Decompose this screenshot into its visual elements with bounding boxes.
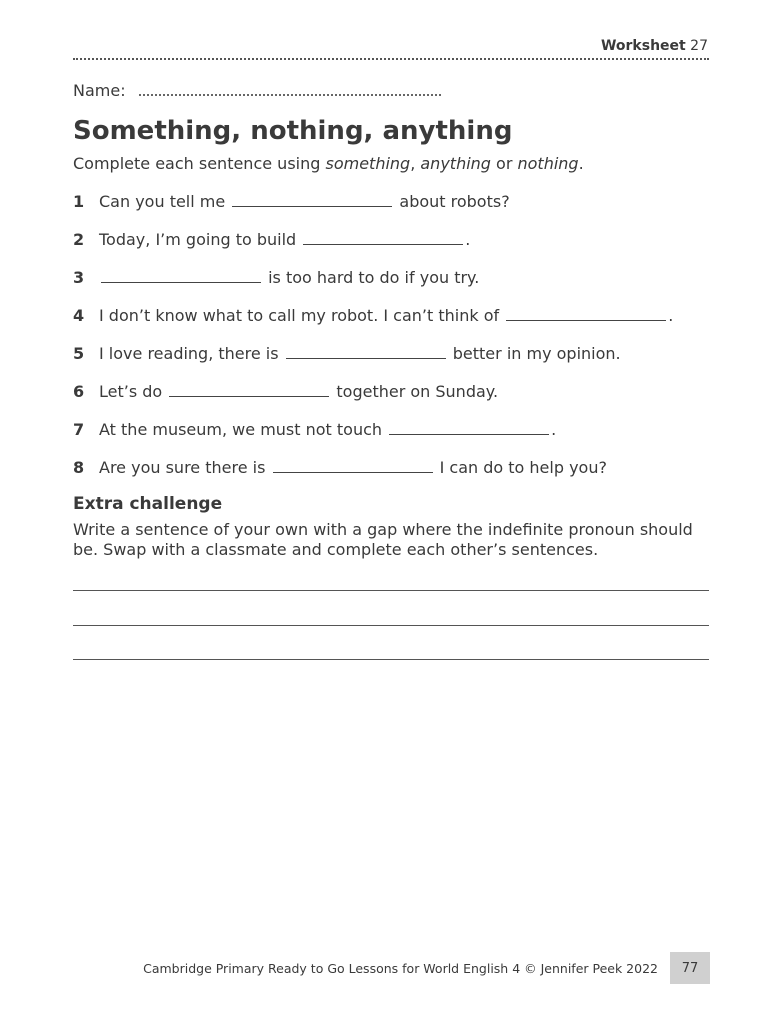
instructions-suffix: . (578, 154, 584, 173)
question-item (73, 380, 713, 418)
name-row (73, 80, 441, 100)
question-text-before: Let’s do (99, 382, 168, 401)
worksheet-number: 27 (690, 38, 708, 54)
instructions-word-nothing: nothing (517, 154, 579, 173)
instructions-prefix: Complete each sentence using (73, 154, 326, 173)
answer-blank[interactable] (273, 456, 433, 473)
question-text-after: about robots? (394, 192, 510, 211)
writing-line[interactable] (73, 590, 709, 591)
question-text-before: At the museum, we must not touch (99, 420, 388, 439)
question-text-before: I love reading, there is (99, 344, 284, 363)
answer-blank[interactable] (169, 380, 329, 397)
question-text-after: is too hard to do if you try. (263, 268, 480, 287)
answer-blank[interactable] (506, 304, 666, 321)
question-item (73, 418, 713, 456)
instructions-sep-2: or (490, 154, 518, 173)
instructions-word-anything: anything (420, 154, 491, 173)
page-number-box (670, 952, 710, 984)
question-item (73, 266, 713, 304)
answer-blank[interactable] (303, 228, 463, 245)
instructions (73, 154, 584, 173)
question-text-before: Are you sure there is (99, 458, 271, 477)
writing-line[interactable] (73, 659, 709, 660)
question-text-after: . (551, 420, 557, 439)
question-number: 2 (73, 230, 85, 249)
question-text-after: . (668, 306, 674, 325)
answer-blank[interactable] (389, 418, 549, 435)
question-item (73, 456, 713, 494)
question-text-after: better in my opinion. (447, 344, 621, 363)
name-label: Name: (73, 81, 126, 100)
question-number: 1 (73, 192, 85, 211)
question-item (73, 228, 713, 266)
answer-blank[interactable] (286, 342, 446, 359)
extra-challenge-text: Write a sentence of your own with a gap where the indefinite pronoun should be. Swap with a classmate and complete each other’s sentences. (73, 520, 693, 559)
question-number: 7 (73, 420, 85, 439)
page-number: 77 (681, 960, 699, 976)
question-item (73, 342, 713, 380)
question-text-after: together on Sunday. (331, 382, 499, 401)
answer-blank[interactable] (101, 266, 261, 283)
instructions-word-something: something (325, 154, 411, 173)
question-number: 3 (73, 268, 85, 287)
question-text-before: Today, I’m going to build (99, 230, 302, 249)
footer-copyright: Cambridge Primary Ready to Go Lessons for World English 4 © Jennifer Peek 2022 (143, 961, 658, 976)
question-list (73, 190, 713, 494)
question-number: 4 (73, 306, 85, 325)
question-text-after: . (465, 230, 471, 249)
extra-challenge-title: Extra challenge (73, 494, 223, 514)
question-text-before: I don’t know what to call my robot. I can’t think of (99, 306, 505, 325)
name-field[interactable] (139, 80, 441, 96)
instructions-sep-1: , (410, 154, 421, 173)
header-dotted-rule (73, 58, 709, 60)
question-number: 8 (73, 458, 85, 477)
question-item (73, 190, 713, 228)
question-number: 6 (73, 382, 85, 401)
writing-line[interactable] (73, 625, 709, 626)
question-text-after: I can do to help you? (434, 458, 607, 477)
worksheet-label: Worksheet (600, 38, 686, 54)
worksheet-header (601, 38, 708, 54)
answer-blank[interactable] (232, 190, 392, 207)
question-item (73, 304, 713, 342)
question-text-before: Can you tell me (99, 192, 231, 211)
question-number: 5 (73, 344, 85, 363)
page-title: Something, nothing, anything (73, 116, 513, 146)
